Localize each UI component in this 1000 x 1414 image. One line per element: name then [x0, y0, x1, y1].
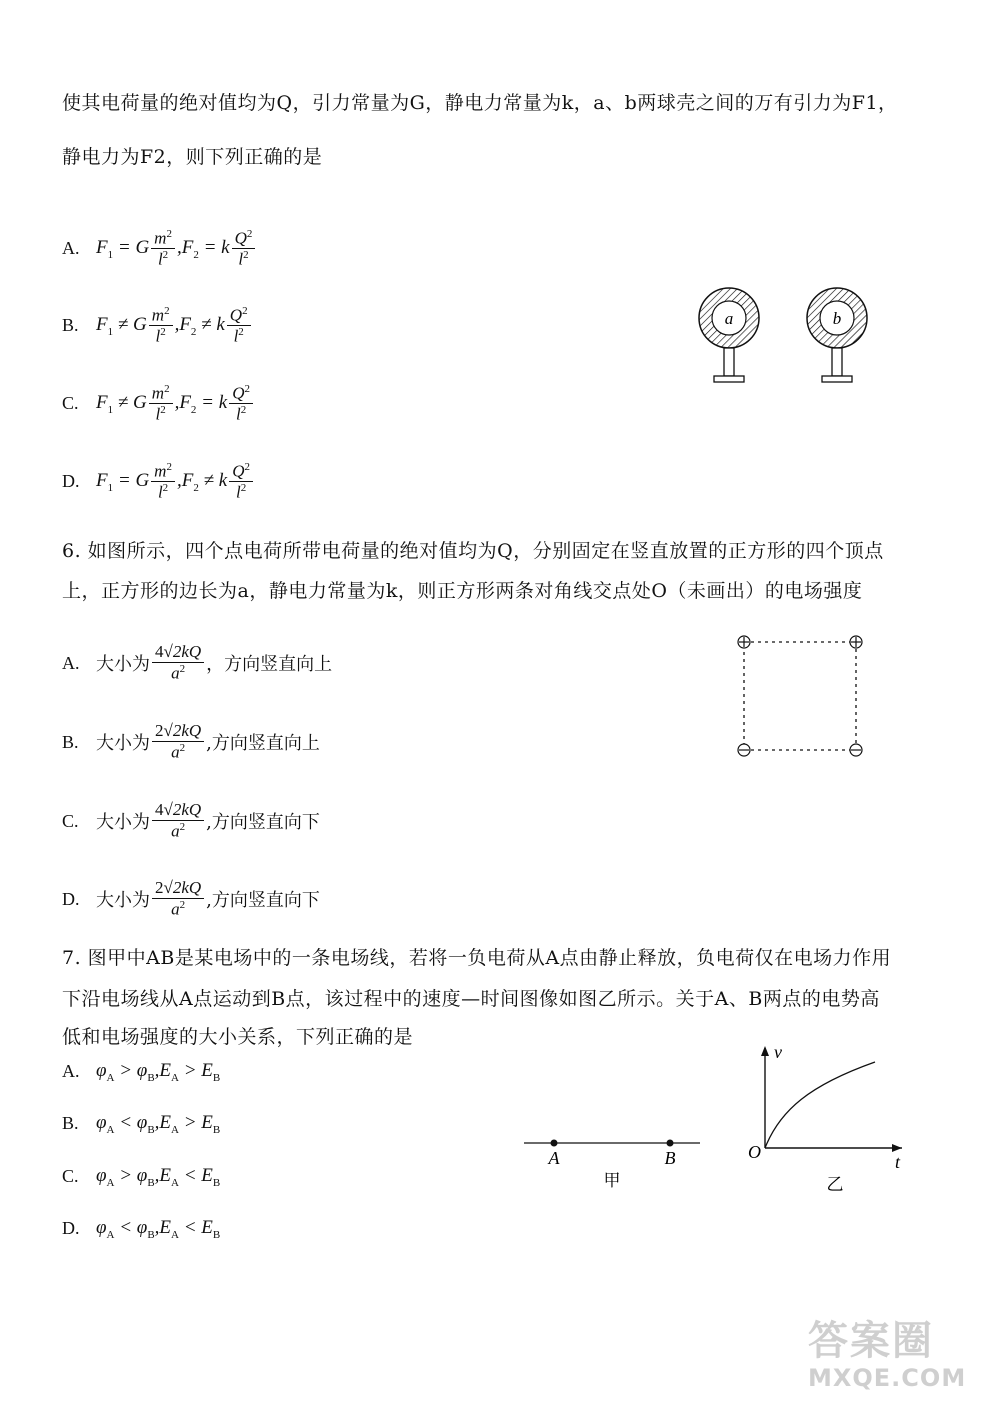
t-axis-label: t — [895, 1152, 901, 1172]
option-letter: C. — [62, 393, 79, 414]
q7-stem-line3: 低和电场强度的大小关系，下列正确的是 — [62, 1026, 414, 1048]
coefficient: 4 — [155, 800, 164, 819]
relation: < — [183, 1165, 197, 1186]
charge-top-right — [850, 636, 862, 648]
option-letter: B. — [62, 1113, 79, 1134]
figure-yi-caption: 乙 — [826, 1175, 844, 1195]
q6-option-a[interactable]: A. 大小为 $\frac{4√2kQ}{a^2}$ ，方向竖直向上 — [62, 642, 333, 683]
shell-a-label: a — [724, 309, 734, 328]
q6-option-b[interactable]: B. 大小为 $\frac{2√2kQ}{a^2}$ ,方向竖直向上 — [62, 721, 320, 762]
q7-stem-line1: 7. 图甲中AB是某电场中的一条电场线，若将一负电荷从A点由静止释放，负电荷仅在电场力作用 — [62, 947, 892, 969]
charge-bottom-left — [738, 744, 750, 756]
watermark-logo — [808, 1318, 993, 1404]
relation: = — [117, 236, 131, 258]
option-letter: B. — [62, 315, 79, 336]
option-suffix: ，方向竖直向上 — [206, 654, 333, 676]
relation: ≠ — [117, 391, 129, 413]
coefficient: 2 — [155, 878, 164, 897]
option-prefix: 大小为 — [96, 890, 150, 912]
relation: = — [203, 236, 217, 258]
option-letter: D. — [62, 1218, 80, 1239]
option-prefix: 大小为 — [96, 812, 150, 834]
relation: > — [119, 1060, 133, 1081]
option-suffix: ,方向竖直向上 — [206, 733, 320, 755]
coefficient: 2 — [155, 721, 164, 740]
t-axis-arrow — [892, 1144, 902, 1152]
option-suffix: ,方向竖直向下 — [206, 812, 320, 834]
q6-square-figure — [730, 630, 870, 762]
coefficient: 4 — [155, 642, 164, 661]
point-a-dot — [551, 1140, 558, 1147]
relation: ≠ — [203, 469, 214, 491]
figure-jia-caption: 甲 — [603, 1171, 621, 1191]
relation: < — [183, 1217, 197, 1238]
q5-option-a[interactable]: A. $F_1 = G$ $\frac{m^2}{l^2}$ $,F_2 = k$ $\frac{Q^2}{l^2}$ — [62, 228, 257, 270]
q5-stem-line1: 使其电荷量的绝对值均为Q，引力常量为G，静电力常量为k，a、b两球壳之间的万有引力为F1， — [62, 92, 898, 114]
option-letter: C. — [62, 810, 79, 831]
shell-b — [807, 288, 867, 382]
shell-b-label: b — [832, 309, 842, 328]
q6-option-c[interactable]: C. 大小为 $\frac{4√2kQ}{a^2}$ ,方向竖直向下 — [62, 800, 320, 841]
relation: > — [183, 1060, 197, 1081]
charge-bottom-right — [850, 744, 862, 756]
option-letter: B. — [62, 731, 79, 752]
option-letter: A. — [62, 238, 80, 259]
watermark-site: MXQE.COM — [808, 1364, 967, 1392]
q6-stem-line2: 上，正方形的边长为a，静电力常量为k，则正方形两条对角线交点处O（未画出）的电场强度 — [62, 580, 863, 602]
q7-option-d[interactable]: D. $\varphi_A < \varphi_B,E_A < E_B$ — [62, 1217, 221, 1241]
q6-option-d[interactable]: D. 大小为 $\frac{2√2kQ}{a^2}$ ,方向竖直向下 — [62, 878, 320, 919]
relation: < — [119, 1217, 133, 1238]
option-letter: A. — [62, 1061, 80, 1082]
option-letter: C. — [62, 1166, 79, 1187]
shell-a — [699, 288, 759, 382]
q5-option-b[interactable]: B. $F_1 \ne G$ $\frac{m^2}{l^2}$ $,F_2 \ne k$ $\frac{Q^2}{l^2}$ — [62, 305, 253, 347]
q7-field-line-figure — [520, 1128, 705, 1198]
point-b-label: B — [664, 1148, 676, 1168]
v-axis-label: v — [774, 1042, 782, 1062]
q7-vt-graph — [740, 1040, 910, 1195]
relation: > — [119, 1165, 133, 1186]
q7-option-b[interactable]: B. $\varphi_A < \varphi_B,E_A > E_B$ — [62, 1112, 221, 1136]
vt-curve — [765, 1062, 875, 1148]
relation: = — [117, 469, 131, 491]
option-letter: D. — [62, 888, 80, 909]
option-suffix: ,方向竖直向下 — [206, 890, 320, 912]
q5-option-c[interactable]: C. $F_1 \ne G$ $\frac{m^2}{l^2}$ $,F_2 = k$ $\frac{Q^2}{l^2}$ — [62, 383, 255, 425]
q6-stem-line1: 6. 如图所示，四个点电荷所带电荷量的绝对值均为Q，分别固定在竖直放置的正方形的四个顶点 — [62, 540, 884, 562]
relation: = — [201, 391, 214, 413]
relation: < — [119, 1112, 133, 1133]
option-prefix: 大小为 — [96, 654, 150, 676]
v-axis-arrow — [761, 1046, 769, 1056]
option-prefix: 大小为 — [96, 733, 150, 755]
charge-top-left — [738, 636, 750, 648]
q7-option-c[interactable]: C. $\varphi_A > \varphi_B,E_A < E_B$ — [62, 1165, 221, 1189]
origin-label: O — [748, 1142, 761, 1162]
option-letter: A. — [62, 652, 80, 673]
relation: ≠ — [117, 313, 129, 335]
relation: > — [183, 1112, 197, 1133]
relation: ≠ — [201, 313, 212, 335]
q5-stem-line2: 静电力为F2，则下列正确的是 — [62, 146, 323, 168]
q5-option-d[interactable]: D. $F_1 = G$ $\frac{m^2}{l^2}$ $,F_2 \ne k$ $\frac{Q^2}{l^2}$ — [62, 461, 255, 503]
option-letter: D. — [62, 471, 80, 492]
q7-option-a[interactable]: A. $\varphi_A > \varphi_B,E_A > E_B$ — [62, 1060, 221, 1084]
q5-shells-figure — [690, 286, 880, 396]
q7-stem-line2: 下沿电场线从A点运动到B点，该过程中的速度—时间图像如图乙所示。关于A、B两点的电势高 — [62, 988, 880, 1010]
watermark-text: 答案圈 — [808, 1318, 934, 1364]
point-a-label: A — [548, 1148, 560, 1168]
point-b-dot — [667, 1140, 674, 1147]
